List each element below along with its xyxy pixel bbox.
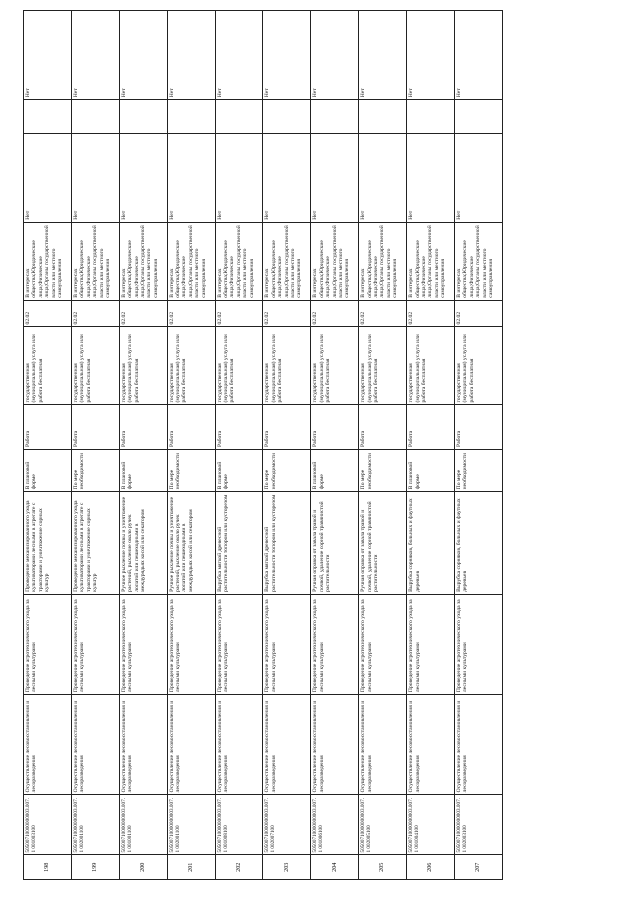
row-number: 199 bbox=[71, 855, 119, 880]
work-type: Работа bbox=[407, 405, 455, 450]
registry-number: 0500710000000003.007.1 001006100 bbox=[312, 798, 325, 853]
activity-name: Осуществление лесовосстановления и лесоразведения bbox=[455, 695, 503, 795]
extra-flag: Нет bbox=[311, 11, 359, 100]
registry-code bbox=[215, 795, 263, 855]
registry-prefix: 5 bbox=[264, 849, 271, 853]
registry-code bbox=[455, 795, 503, 855]
restricted-flag: Нет bbox=[24, 133, 72, 222]
okved-code: 02.02 bbox=[24, 300, 72, 327]
okved-code: 02.02 bbox=[455, 300, 503, 327]
service-name: Проведение агротехнического ухода за лесными культурами bbox=[215, 594, 263, 694]
okved-code: 02.02 bbox=[407, 300, 455, 327]
license-cell bbox=[407, 100, 455, 133]
table-row bbox=[119, 11, 167, 880]
work-content: Вырубка мягкой древесной растительности топором или кусторезом bbox=[263, 492, 311, 594]
service-name: Проведение агротехнического ухода за лесными культурами bbox=[311, 594, 359, 694]
row-number: 202 bbox=[215, 855, 263, 880]
restricted-flag: Нет bbox=[359, 133, 407, 222]
activity-name: Осуществление лесовосстановления и лесоразведения bbox=[119, 695, 167, 795]
row-number: 200 bbox=[119, 855, 167, 880]
table-row bbox=[455, 11, 503, 880]
registry-prefix: 5 bbox=[25, 849, 31, 853]
extra-flag: Нет bbox=[359, 11, 407, 100]
restricted-flag: Нет bbox=[311, 133, 359, 222]
payment-terms: государственная (муниципальная) услуга или работа бесплатная bbox=[311, 327, 359, 405]
work-form: По мере необходимости bbox=[263, 450, 311, 492]
work-content: Ручное рыхление почвы и уничтожение растений, рыхление около ручек лопатой или пешеходными в междурядьях косой или секатором bbox=[119, 492, 167, 594]
activity-name: Осуществление лесовосстановления и лесоразведения bbox=[359, 695, 407, 795]
work-type: Работа bbox=[71, 405, 119, 450]
work-type: Работа bbox=[359, 405, 407, 450]
extra-flag: Нет bbox=[167, 11, 215, 100]
extra-flag: Нет bbox=[71, 11, 119, 100]
extra-flag: Нет bbox=[215, 11, 263, 100]
work-form: В плановой форме bbox=[24, 450, 72, 492]
row-number: 204 bbox=[311, 855, 359, 880]
work-form: В плановой форме bbox=[311, 450, 359, 492]
registry-prefix: 5 bbox=[408, 849, 415, 853]
work-form: В плановой форме bbox=[215, 450, 263, 492]
restricted-flag: Нет bbox=[71, 133, 119, 222]
registry-prefix: 5 bbox=[216, 849, 223, 853]
service-name: Проведение агротехнического ухода за лесными культурами bbox=[71, 594, 119, 694]
license-cell bbox=[311, 100, 359, 133]
work-form: По мере необходимости bbox=[71, 450, 119, 492]
registry-number: 0500710000000003.007.1 001008100 bbox=[216, 798, 229, 853]
registry-code bbox=[359, 795, 407, 855]
registry-prefix: 5 bbox=[72, 849, 79, 853]
consumer-categories: В интересах общества;Юридические лица;Физические лица;Органы государственной власти или местного самоуправления bbox=[215, 222, 263, 300]
registry-number: 0500710000000003.007.1 002007100 bbox=[264, 798, 277, 853]
registry-number: 0500710000000003.007.1 002001100 bbox=[72, 798, 85, 853]
registry-number: 0500710000000003.007.1 002003100 bbox=[456, 798, 469, 853]
payment-terms: государственная (муниципальная) услуга или работа бесплатная bbox=[359, 327, 407, 405]
license-cell bbox=[215, 100, 263, 133]
activity-name: Осуществление лесовосстановления и лесоразведения bbox=[311, 695, 359, 795]
registry-prefix: 5 bbox=[120, 849, 127, 853]
consumer-categories: В интересах общества;Юридические лица;Физические лица;Органы государственной власти или местного самоуправления bbox=[407, 222, 455, 300]
work-form: В плановой форме bbox=[407, 450, 455, 492]
activity-name: Осуществление лесовосстановления и лесоразведения bbox=[407, 695, 455, 795]
table-row bbox=[407, 11, 455, 880]
work-type: Работа bbox=[311, 405, 359, 450]
table-row bbox=[215, 11, 263, 880]
payment-terms: государственная (муниципальная) услуга или работа бесплатная bbox=[167, 327, 215, 405]
okved-code: 02.02 bbox=[215, 300, 263, 327]
row-number: 198 bbox=[24, 855, 72, 880]
service-name: Проведение агротехнического ухода за лесными культурами bbox=[24, 594, 72, 694]
table-row bbox=[71, 11, 119, 880]
okved-code: 02.02 bbox=[119, 300, 167, 327]
license-cell bbox=[71, 100, 119, 133]
work-type: Работа bbox=[24, 405, 72, 450]
work-type: Работа bbox=[167, 405, 215, 450]
okved-code: 02.02 bbox=[359, 300, 407, 327]
work-content: Проведение механизированного ухода культиваторами лесными в агрегате с тракторами и уничтожение сорных культур bbox=[71, 492, 119, 594]
row-number: 207 bbox=[455, 855, 503, 880]
table-row bbox=[359, 11, 407, 880]
registry-prefix: 5 bbox=[312, 849, 319, 853]
registry-prefix: 5 bbox=[360, 849, 367, 853]
consumer-categories: В интересах общества;Юридические лица;Физические лица;Органы государственной власти или местного самоуправления bbox=[263, 222, 311, 300]
payment-terms: государственная (муниципальная) услуга или работа бесплатная bbox=[24, 327, 72, 405]
consumer-categories: В интересах общества;Юридические лица;Физические лица;Органы государственной власти или местного самоуправления bbox=[24, 222, 72, 300]
extra-flag: Нет bbox=[119, 11, 167, 100]
table-row bbox=[263, 11, 311, 880]
service-name: Проведение агротехнического ухода за лесными культурами bbox=[455, 594, 503, 694]
table-row bbox=[311, 11, 359, 880]
restricted-flag: Нет bbox=[215, 133, 263, 222]
restricted-flag: Нет bbox=[407, 133, 455, 222]
work-content: Ручное рыхление почвы и уничтожение растений, рыхление около ручек лопатой или пешеходными в междурядьях косой или секатором bbox=[167, 492, 215, 594]
payment-terms: государственная (муниципальная) услуга или работа бесплатная bbox=[263, 327, 311, 405]
consumer-categories: В интересах общества;Юридические лица;Физические лица;Органы государственной власти или местного самоуправления bbox=[71, 222, 119, 300]
okved-code: 02.02 bbox=[71, 300, 119, 327]
work-content: Ручная оправка от завала травой и почвой, удаление сорной травянистой растительности bbox=[359, 492, 407, 594]
payment-terms: государственная (муниципальная) услуга или работа бесплатная bbox=[119, 327, 167, 405]
registry-code bbox=[263, 795, 311, 855]
work-type: Работа bbox=[215, 405, 263, 450]
row-number: 206 bbox=[407, 855, 455, 880]
work-form: По мере необходимости bbox=[359, 450, 407, 492]
license-cell bbox=[119, 100, 167, 133]
consumer-categories: В интересах общества;Юридические лица;Физические лица;Органы государственной власти или местного самоуправления bbox=[167, 222, 215, 300]
work-form: По мере необходимости bbox=[167, 450, 215, 492]
payment-terms: государственная (муниципальная) услуга или работа бесплатная bbox=[215, 327, 263, 405]
registry-number: 0500710000000003.007.1 001003100 bbox=[25, 798, 37, 853]
okved-code: 02.02 bbox=[311, 300, 359, 327]
payment-terms: государственная (муниципальная) услуга или работа бесплатная bbox=[455, 327, 503, 405]
registry-prefix: 5 bbox=[168, 849, 175, 853]
registry-code bbox=[311, 795, 359, 855]
license-cell bbox=[455, 100, 503, 133]
activity-name: Осуществление лесовосстановления и лесоразведения bbox=[215, 695, 263, 795]
consumer-categories: В интересах общества;Юридические лица;Физические лица;Органы государственной власти или местного самоуправления bbox=[119, 222, 167, 300]
work-content: Вырубка мягкой древесной растительности топором или кусторезом bbox=[215, 492, 263, 594]
consumer-categories: В интересах общества;Юридические лица;Физические лица;Органы государственной власти или местного самоуправления bbox=[455, 222, 503, 300]
table-row bbox=[24, 11, 72, 880]
restricted-flag: Нет bbox=[119, 133, 167, 222]
consumer-categories: В интересах общества;Юридические лица;Физические лица;Органы государственной власти или местного самоуправления bbox=[359, 222, 407, 300]
table-row bbox=[167, 11, 215, 880]
row-number: 201 bbox=[167, 855, 215, 880]
work-content: Вырубка сорняков, больных и фаутных деревьев bbox=[455, 492, 503, 594]
work-form: По мере необходимости bbox=[455, 450, 503, 492]
work-type: Работа bbox=[119, 405, 167, 450]
restricted-flag: Нет bbox=[263, 133, 311, 222]
registry-code bbox=[71, 795, 119, 855]
service-name: Проведение агротехнического ухода за лесными культурами bbox=[263, 594, 311, 694]
work-type: Работа bbox=[455, 405, 503, 450]
rotated-table-wrapper bbox=[23, 10, 503, 880]
extra-flag: Нет bbox=[407, 11, 455, 100]
registry-number: 0500710000000003.007.1 002005100 bbox=[360, 798, 373, 853]
registry-prefix: 5 bbox=[456, 849, 463, 853]
registry-number: 0500710000000003.007.1 002001100 bbox=[168, 798, 181, 853]
extra-flag: Нет bbox=[263, 11, 311, 100]
activity-name: Осуществление лесовосстановления и лесоразведения bbox=[71, 695, 119, 795]
work-content: Проведение механизированного ухода культиваторами лесными в агрегате с тракторами и уничтожение сорных культур bbox=[24, 492, 72, 594]
activity-name: Осуществление лесовосстановления и лесоразведения bbox=[167, 695, 215, 795]
consumer-categories: В интересах общества;Юридические лица;Физические лица;Органы государственной власти или местного самоуправления bbox=[311, 222, 359, 300]
extra-flag: Нет bbox=[24, 11, 72, 100]
registry-code bbox=[24, 795, 72, 855]
service-name: Проведение агротехнического ухода за лесными культурами bbox=[119, 594, 167, 694]
registry-code bbox=[407, 795, 455, 855]
license-cell bbox=[167, 100, 215, 133]
work-form: В плановой форме bbox=[119, 450, 167, 492]
work-content: Вырубка сорняков, больных и фаутных деревьев bbox=[407, 492, 455, 594]
payment-terms: государственная (муниципальная) услуга или работа бесплатная bbox=[71, 327, 119, 405]
activity-name: Осуществление лесовосстановления и лесоразведения bbox=[24, 695, 72, 795]
activity-name: Осуществление лесовосстановления и лесоразведения bbox=[263, 695, 311, 795]
service-name: Проведение агротехнического ухода за лесными культурами bbox=[407, 594, 455, 694]
payment-terms: государственная (муниципальная) услуга или работа бесплатная bbox=[407, 327, 455, 405]
license-cell bbox=[359, 100, 407, 133]
services-registry-table bbox=[23, 10, 503, 880]
restricted-flag: Нет bbox=[167, 133, 215, 222]
service-name: Проведение агротехнического ухода за лесными культурами bbox=[167, 594, 215, 694]
service-name: Проведение агротехнического ухода за лесными культурами bbox=[359, 594, 407, 694]
registry-number: 0500710000000003.007.1 001001100 bbox=[120, 798, 133, 853]
work-type: Работа bbox=[263, 405, 311, 450]
registry-code bbox=[167, 795, 215, 855]
row-number: 203 bbox=[263, 855, 311, 880]
registry-code bbox=[119, 795, 167, 855]
license-cell bbox=[24, 100, 72, 133]
license-cell bbox=[263, 100, 311, 133]
okved-code: 02.02 bbox=[167, 300, 215, 327]
work-content: Ручная оправка от завала травой и почвой, удаление сорной травянистой растительности bbox=[311, 492, 359, 594]
registry-number: 0500710000000003.007.1 001004100 bbox=[408, 798, 421, 853]
extra-flag: Нет bbox=[455, 11, 503, 100]
row-number: 205 bbox=[359, 855, 407, 880]
restricted-flag: Нет bbox=[455, 133, 503, 222]
okved-code: 02.02 bbox=[263, 300, 311, 327]
